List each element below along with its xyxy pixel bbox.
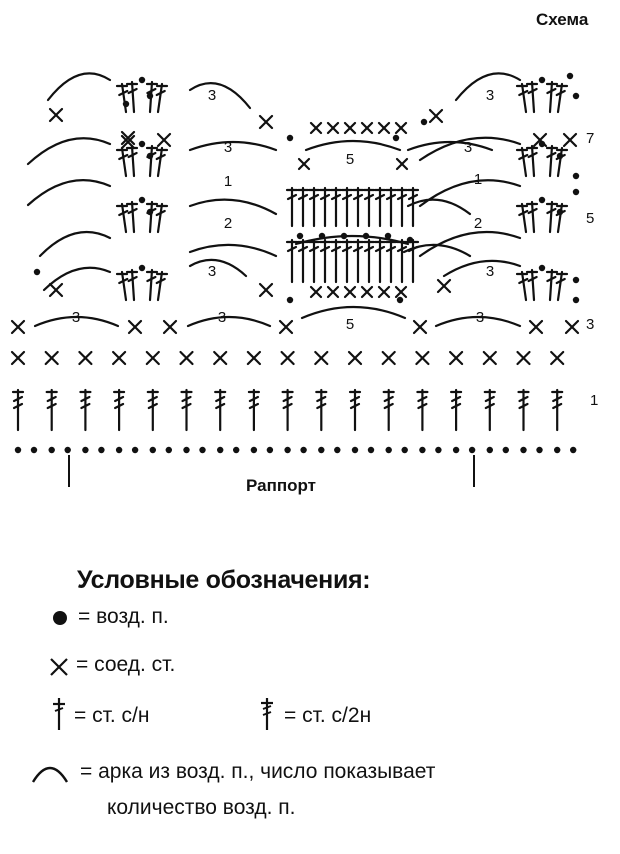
stitch (298, 240, 308, 282)
chain-dot (554, 447, 560, 453)
arc-label-left: 2 (223, 215, 233, 232)
stitch (117, 272, 127, 300)
chain-dot (503, 447, 509, 453)
stitch (386, 240, 396, 282)
slip-stitch-x (328, 123, 338, 133)
stitch (517, 272, 527, 300)
slip-stitch-x-icon (48, 656, 70, 678)
stitch (451, 390, 461, 430)
slip-stitch-x (158, 134, 170, 146)
chain-arc (190, 142, 276, 150)
stitch (117, 148, 127, 176)
stitch (547, 146, 557, 176)
stitch (147, 270, 157, 300)
slip-stitch-x (362, 123, 372, 133)
stitch (547, 82, 557, 112)
stitch (350, 390, 360, 430)
chain-dot (123, 101, 129, 107)
chain-arc (190, 245, 276, 256)
slip-stitch-x (362, 287, 372, 297)
chain-dot (34, 269, 40, 275)
stitch (182, 390, 192, 430)
chain-dot (567, 73, 573, 79)
repeat-label: Раппорт (246, 476, 316, 495)
stitch (547, 202, 557, 232)
stitch (397, 188, 407, 226)
slip-stitch-x (12, 352, 24, 364)
stitch (408, 188, 418, 226)
stitch (353, 240, 363, 282)
stitch (157, 272, 167, 300)
chain-dot (397, 297, 403, 303)
chain-dot (319, 233, 325, 239)
stitch (386, 188, 396, 226)
arc-label-center: 5 (345, 151, 355, 168)
slip-stitch-x (79, 352, 91, 364)
chain-dot (570, 447, 576, 453)
stitch (375, 240, 385, 282)
chain-arc (420, 180, 520, 206)
chain-dot (539, 77, 545, 83)
stitch (316, 390, 326, 430)
chain-dot (251, 447, 257, 453)
slip-stitch-x (311, 123, 321, 133)
legend-item-dc: = ст. с/н (74, 704, 150, 727)
stitch (309, 188, 319, 226)
chain-dot (199, 447, 205, 453)
slip-stitch-x (260, 284, 272, 296)
stitch (320, 240, 330, 282)
stitch (557, 204, 567, 232)
stitch (364, 240, 374, 282)
chain-dot (98, 447, 104, 453)
stitch (127, 146, 137, 176)
stitch (47, 390, 57, 430)
stitch (298, 188, 308, 226)
chain-arc (190, 200, 276, 214)
chain-dot (31, 447, 37, 453)
diagram-title: Схема (536, 10, 589, 29)
chain-dot (267, 447, 273, 453)
legend-item-slip: = соед. ст. (76, 653, 176, 676)
chain-dot (139, 77, 145, 83)
stitch (320, 188, 330, 226)
chain-dot (139, 265, 145, 271)
chain-dot (435, 447, 441, 453)
slip-stitch-x (50, 109, 62, 121)
slip-stitch-x (214, 352, 226, 364)
stitch (527, 146, 537, 176)
chain-dot (487, 447, 493, 453)
stitch (287, 188, 297, 226)
stitch (157, 204, 167, 232)
slip-stitch-x (518, 352, 530, 364)
row-number-5: 5 (586, 210, 595, 227)
chain-arc (190, 83, 250, 108)
slip-stitch-x (396, 287, 406, 297)
slip-stitch-x (260, 116, 272, 128)
slip-stitch-row-2 (12, 352, 563, 364)
stitch (375, 188, 385, 226)
arc-icon (30, 760, 70, 784)
half-double-crochet-icon (258, 696, 276, 732)
slip-stitch-x (379, 287, 389, 297)
stitch (397, 240, 407, 282)
stitch (517, 204, 527, 232)
slip-stitch-x (396, 123, 406, 133)
chain-dot (386, 447, 392, 453)
slip-stitch-x (379, 123, 389, 133)
slip-stitch-x (345, 287, 355, 297)
slip-stitch-x (129, 321, 141, 333)
stitch (527, 270, 537, 300)
stitch (557, 272, 567, 300)
legend-item-hdc: = ст. с/2н (284, 704, 372, 727)
stitch (547, 270, 557, 300)
slip-stitch-x (113, 352, 125, 364)
stitch (408, 240, 418, 282)
chain-dot (352, 447, 358, 453)
chain-dot (166, 447, 172, 453)
chain-arc (48, 73, 110, 100)
stitch (287, 240, 297, 282)
slip-stitch-x (383, 352, 395, 364)
chain-dot (49, 447, 55, 453)
chain-dot (557, 209, 563, 215)
stitch (13, 390, 23, 430)
chain-dot (557, 153, 563, 159)
chain-dot (183, 447, 189, 453)
stitch (527, 202, 537, 232)
chain-dot (147, 209, 153, 215)
stitch (527, 82, 537, 112)
stitch (342, 188, 352, 226)
chain-dot (393, 135, 399, 141)
chain-dot (284, 447, 290, 453)
chain-dot (297, 233, 303, 239)
chain-dot (147, 93, 153, 99)
chain-dot (573, 277, 579, 283)
stitch (331, 188, 341, 226)
slip-stitch-x (484, 352, 496, 364)
stitch (249, 390, 259, 430)
stitch (384, 390, 394, 430)
arc-label-right: 3 (485, 87, 495, 104)
slip-stitch-x (147, 352, 159, 364)
chain-arc (188, 317, 270, 326)
slip-stitch-x (181, 352, 193, 364)
chain-arc (40, 232, 110, 256)
stitch (147, 146, 157, 176)
chain-dot (15, 447, 21, 453)
chain-dot (116, 447, 122, 453)
double-crochet-icon (50, 696, 68, 732)
chain-dot (82, 447, 88, 453)
double-crochet-row-1 (13, 390, 562, 430)
chain-dot (385, 233, 391, 239)
slip-stitch-x (450, 352, 462, 364)
chain-dot (573, 189, 579, 195)
arc-label-right: 3 (485, 263, 495, 280)
slip-stitch-x (46, 352, 58, 364)
slip-stitch-x (530, 321, 542, 333)
chain-dot-icon (53, 611, 67, 625)
arc-label-row3: 3 (475, 309, 485, 326)
slip-stitch-x (345, 123, 355, 133)
stitch (342, 240, 352, 282)
chain-dot (536, 447, 542, 453)
chain-arc (28, 180, 110, 205)
stitch (519, 390, 529, 430)
chart-upper-marks (12, 73, 579, 333)
stitch (114, 390, 124, 430)
arc-label-left: 3 (207, 263, 217, 280)
slip-stitch-x (414, 321, 426, 333)
arc-label-left: 3 (223, 139, 233, 156)
stitch (147, 202, 157, 232)
arc-label-left: 3 (207, 87, 217, 104)
chain-dot (300, 447, 306, 453)
chain-dot (573, 297, 579, 303)
slip-stitch-x (280, 321, 292, 333)
stitch (552, 390, 562, 430)
chain-dot (469, 447, 475, 453)
legend-item-chain: = возд. п. (78, 605, 169, 628)
chain-dot (233, 447, 239, 453)
stitch (157, 84, 167, 112)
slip-stitch-x (430, 110, 442, 122)
row-number-3: 3 (586, 316, 595, 333)
chain-arc (306, 141, 400, 150)
row-number-7: 7 (586, 130, 595, 147)
chain-row-foundation (15, 447, 577, 453)
chain-dot (147, 153, 153, 159)
chain-arc (190, 260, 246, 276)
slip-stitch-x (349, 352, 361, 364)
slip-stitch-x (282, 352, 294, 364)
stitch (127, 82, 137, 112)
arc-label-right: 1 (473, 171, 483, 188)
arc-label-row3: 3 (217, 309, 227, 326)
slip-stitch-x (416, 352, 428, 364)
chain-arc (408, 200, 470, 214)
legend-item-arc-line2: количество возд. п. (107, 796, 296, 819)
chain-dot (341, 233, 347, 239)
chain-dot (421, 119, 427, 125)
chain-dot (520, 447, 526, 453)
chain-dot (402, 447, 408, 453)
chain-dot (539, 197, 545, 203)
chain-dot (539, 265, 545, 271)
slip-stitch-x (315, 352, 327, 364)
chain-dot (573, 173, 579, 179)
chain-dot (65, 447, 71, 453)
stitch (557, 84, 567, 112)
stitch (417, 390, 427, 430)
stitch (157, 148, 167, 176)
chain-dot (287, 135, 293, 141)
slip-stitch-x (248, 352, 260, 364)
arc-label-left: 1 (223, 173, 233, 190)
arc-label-row3: 5 (345, 316, 355, 333)
chain-dot (150, 447, 156, 453)
stitch (148, 390, 158, 430)
slip-stitch-x (566, 321, 578, 333)
stitch (127, 270, 137, 300)
stitch (117, 204, 127, 232)
row-number-1: 1 (590, 392, 599, 409)
stitch (557, 148, 567, 176)
legend-item-arc: = арка из возд. п., число показывает (80, 760, 436, 783)
chain-dot (318, 447, 324, 453)
stitch (485, 390, 495, 430)
stitch (309, 240, 319, 282)
chain-dot (139, 141, 145, 147)
stitch (283, 390, 293, 430)
slip-stitch-x (397, 159, 407, 169)
arc-label-right: 3 (463, 139, 473, 156)
stitch (127, 202, 137, 232)
chain-dot (132, 447, 138, 453)
chain-arc (444, 261, 520, 276)
stitch (80, 390, 90, 430)
slip-stitch-x (299, 159, 309, 169)
chain-dot (573, 93, 579, 99)
chain-dot (407, 237, 413, 243)
chain-dot (217, 447, 223, 453)
chain-dot (453, 447, 459, 453)
arc-label-right: 2 (473, 215, 483, 232)
slip-stitch-x (12, 321, 24, 333)
chain-dot (419, 447, 425, 453)
slip-stitch-x (328, 287, 338, 297)
chain-dot (139, 197, 145, 203)
chain-dot (334, 447, 340, 453)
stitch (117, 84, 127, 112)
chain-dot (363, 233, 369, 239)
stitch (215, 390, 225, 430)
legend-title: Условные обозначения: (77, 566, 371, 594)
chain-dot (287, 297, 293, 303)
slip-stitch-x (551, 352, 563, 364)
stitch (517, 84, 527, 112)
stitch (331, 240, 341, 282)
slip-stitch-x (564, 134, 576, 146)
slip-stitch-x (50, 284, 62, 296)
slip-stitch-x (164, 321, 176, 333)
stitch (517, 148, 527, 176)
arc-label-row3: 3 (71, 309, 81, 326)
slip-stitch-x (438, 280, 450, 292)
stitch (364, 188, 374, 226)
slip-stitch-x (311, 287, 321, 297)
stitch (353, 188, 363, 226)
chain-arc (28, 138, 110, 164)
chain-dot (368, 447, 374, 453)
